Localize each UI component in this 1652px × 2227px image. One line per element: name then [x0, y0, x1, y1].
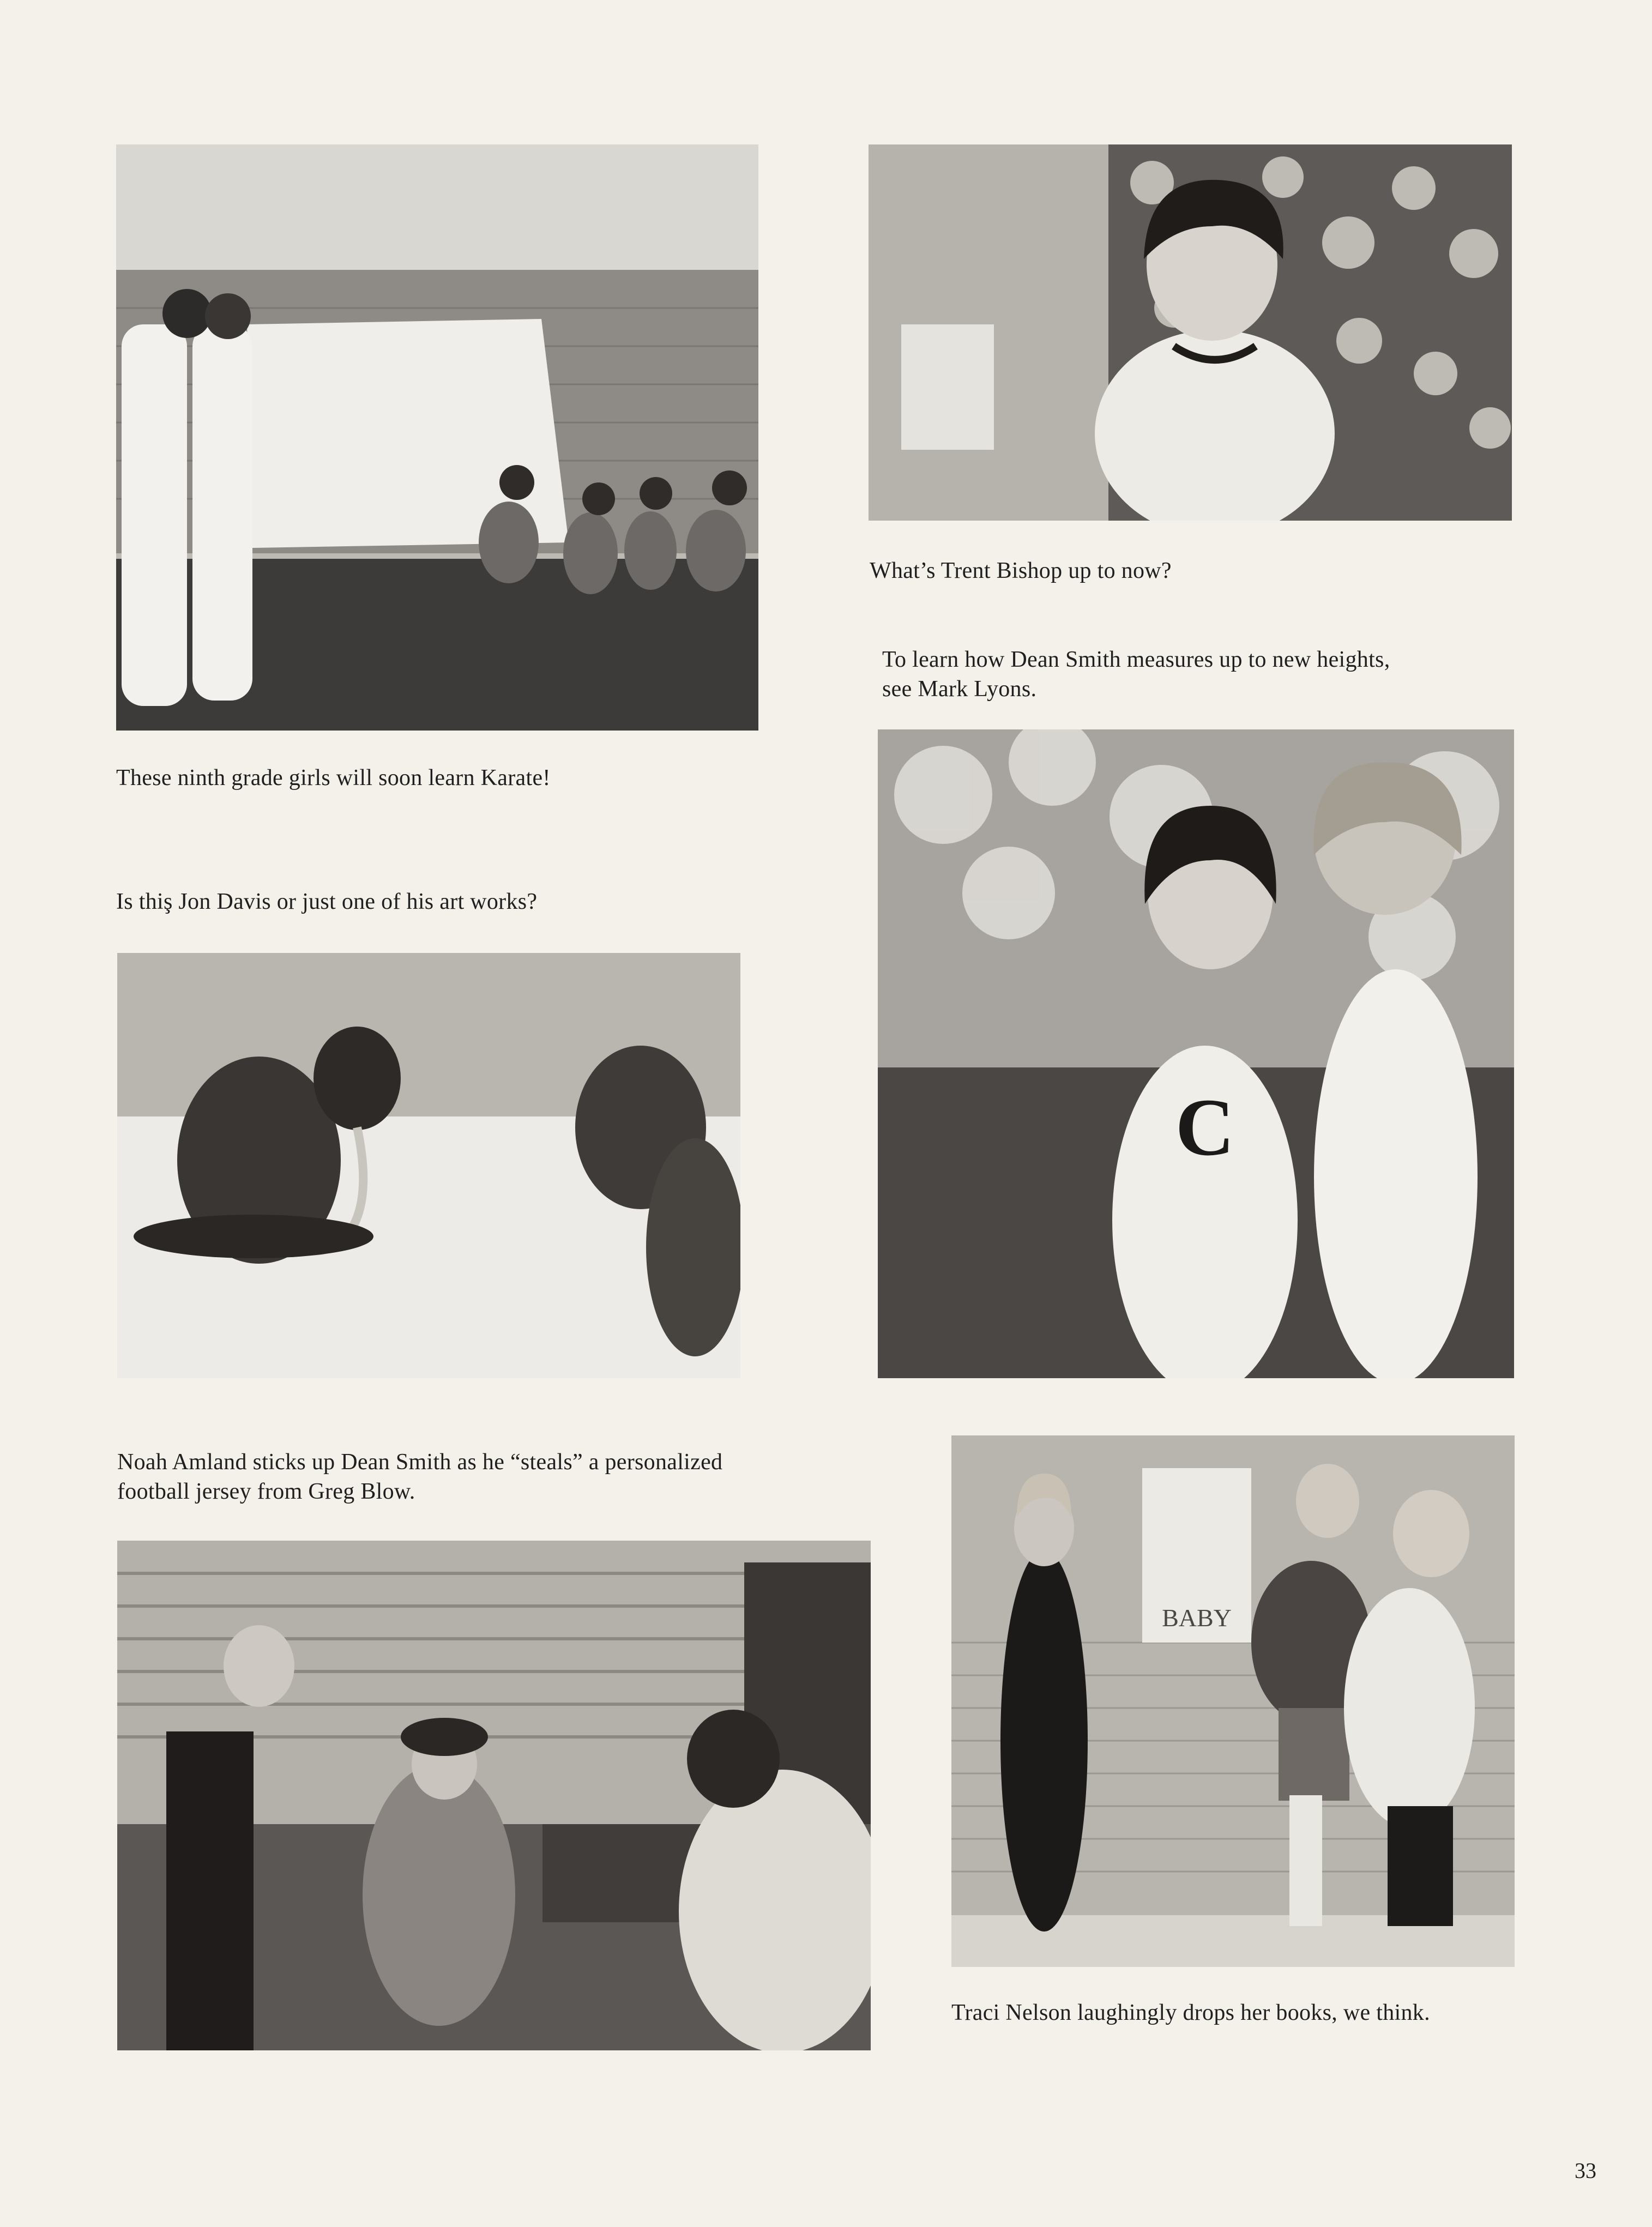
karate-caption: These ninth grade girls will soon learn Karate! [116, 765, 551, 790]
jon-davis-art-photo [117, 953, 740, 1378]
dean-smith-caption [882, 645, 1390, 704]
jersey-letter: C [1175, 1082, 1235, 1173]
dean-smith-caption-line1: To learn how Dean Smith measures up to new heights, [882, 647, 1390, 672]
dean-smith-mark-lyons-photo [878, 729, 1514, 1378]
noah-amland-classroom-photo [117, 1541, 871, 2050]
trent-bishop-caption: What’s Trent Bishop up to now? [870, 558, 1172, 583]
page-number: 33 [1575, 2158, 1596, 2183]
noah-amland-caption-line1: Noah Amland sticks up Dean Smith as he “steals” a personalized [117, 1450, 723, 1475]
noah-amland-caption-line2: football jersey from Greg Blow. [117, 1479, 415, 1504]
karate-class-photo [116, 144, 758, 731]
traci-nelson-caption: Traci Nelson laughingly drops her books, we think. [951, 2000, 1430, 2025]
dean-smith-caption-line2: see Mark Lyons. [882, 677, 1037, 702]
jon-davis-caption: Is thiş Jon Davis or just one of his art works? [116, 889, 538, 914]
traci-nelson-hallway-photo [951, 1435, 1515, 1967]
poster-text: BABY [1162, 1604, 1232, 1632]
trent-bishop-photo [869, 144, 1512, 521]
noah-amland-caption [117, 1447, 722, 1506]
